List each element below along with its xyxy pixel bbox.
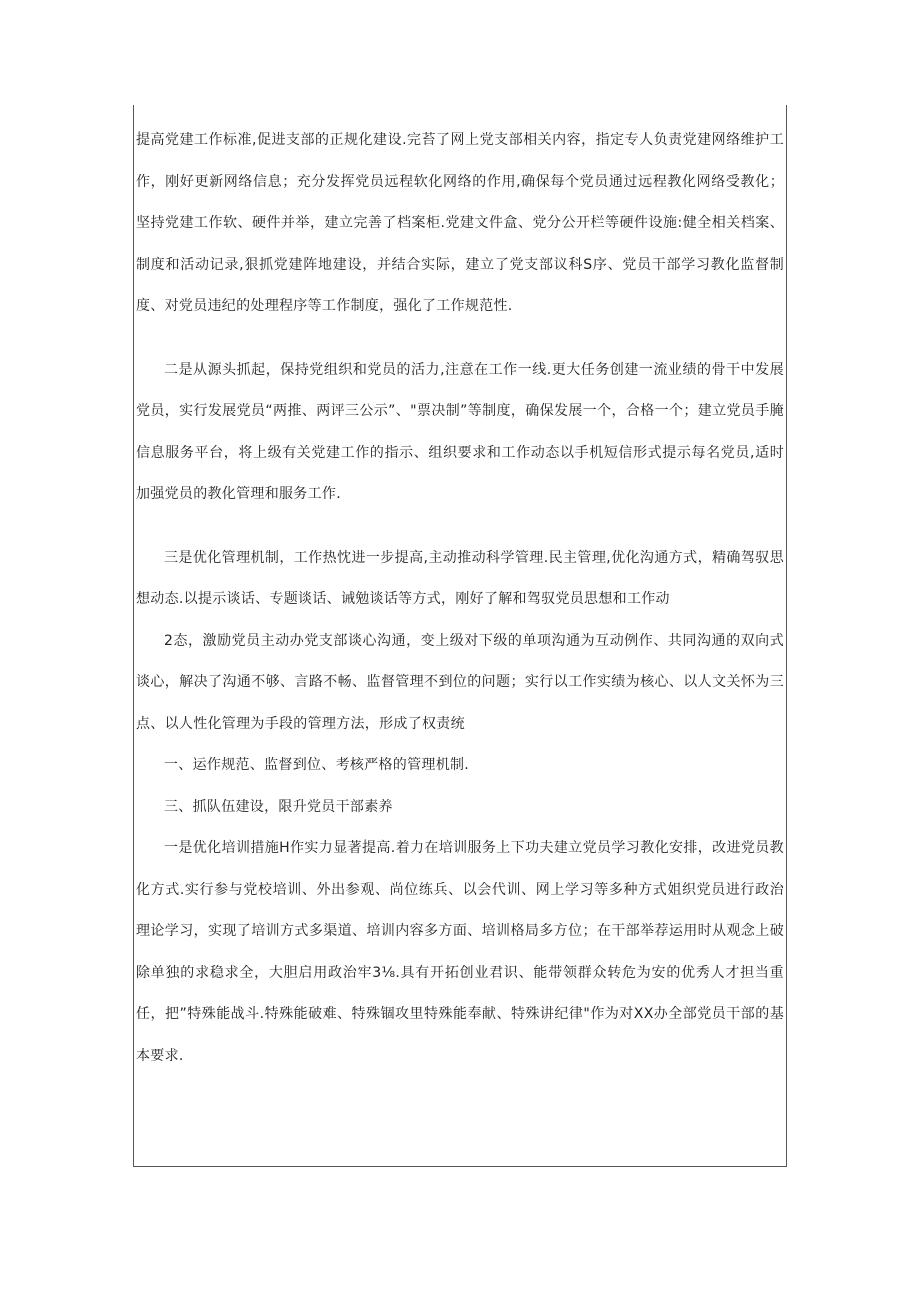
paragraph-mechanism: 一、运作规范、监督到位、考核严格的管理机制. bbox=[164, 757, 470, 773]
paragraph-standards: 提高党建工作标准,促进支部的正规化建设.完苔了网上党支部相关内容，指定专人负责党建网络维护工作，刚好更新网络信息；充分发挥党员远程软化网络的作用,确保每个党员通过远程教化网络受教化；坚持党建工作软、硬件并举，建立完善了档案柜.党建文件盒、党分公开栏等硬件设施:健全相关档案、制度和活动记录,狠抓党建阵地建设，并结合实际，建立了党支部议科S序、党员干部学习教化监督制度、对党员违纪的处理程序等工作制度，强化了工作规范性. bbox=[136, 132, 784, 314]
paragraph-management: 三是优化管理机制，工作热忱进一步提高,主动推动科学管理.民主管理,优化沟通方式，精确驾驭思想动态.以提示谈话、专题谈话、诫勉谈话等方式，刚好了解和驾驭党员思想和工作动 bbox=[136, 549, 784, 607]
paragraph-source: 二是从源头抓起，保持党组织和党员的活力,注意在工作一线.更大任务创建一流业绩的骨干中发展党员，实行发展党员“两推、两评三公示”、"票决制”等制度，确保发展一个，合格一个；建立党员手腌信息服务平台，将上级有关党建工作的指示、组织要求和工作动态以手机短信形式提示每名党员,适时加强党员的教化管理和服务工作. bbox=[136, 361, 784, 502]
section-heading-team: 三、抓队伍建设，限升党员干部素养 bbox=[164, 798, 393, 815]
paragraph-communication: 2态，激励党员主动办党支部谈心沟通，变上级对下级的单项沟通为互动例作、共同沟通的双向式谈心，解决了沟通不够、言路不畅、监督管理不到位的问题；实行以工作实绩为核心、以人文关怀为三点、以人性化管理为手段的管理方法，形成了权责统 bbox=[136, 632, 784, 732]
document-body bbox=[136, 120, 784, 1077]
paragraph-training: 一是优化培训措施H作实力显著提高.着力在培训服务上下功夫建立党员学习教化安排，改进党员教化方式.实行参与党校培训、外出参观、尚位练兵、以会代训、网上学习等多种方式姐织党员进行政治理论学习，实现了培训方式多渠道、培训内容多方面、培训格局多方位；在干部举荐运用时从观念上破除单独的求稳求全，大胆启用政治牢3⅛.具有开拓创业君识、能带领群众转危为安的优秀人才担当重任，把”特殊能战斗.特殊能破难、特殊锢攻里特殊能奉献、特殊讲纪律"作为对XX办全部党员干部的基本要求. bbox=[136, 840, 784, 1064]
